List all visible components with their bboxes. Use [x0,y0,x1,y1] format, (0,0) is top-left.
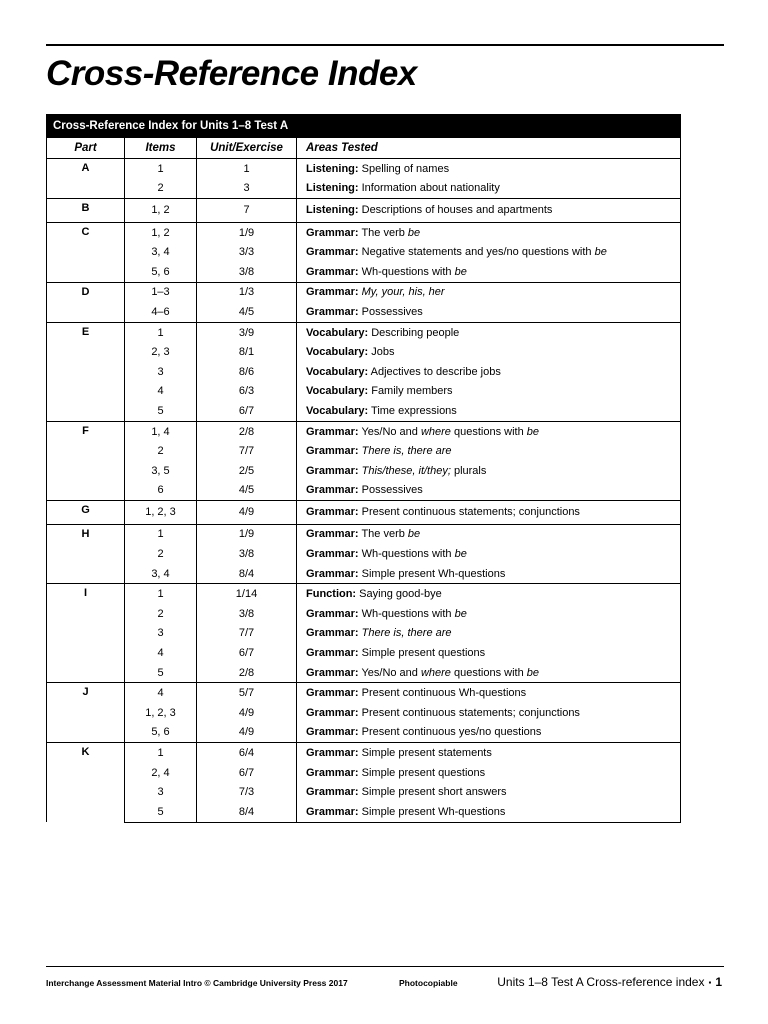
unit-exercise-cell: 1/14 [197,584,297,604]
area-description: There is, there are [361,627,452,640]
areas-tested-cell [297,179,681,199]
table-row [47,584,681,604]
area-description: be [526,425,540,438]
area-label: Grammar: [306,726,359,739]
unit-exercise-cell: 4/5 [197,481,297,501]
table-row [47,242,681,262]
area-description: There is, there are [361,445,452,458]
area-label: Grammar: [306,484,359,497]
area-description: be [594,246,607,259]
footer-rule [46,966,724,967]
header-areas-tested: Areas Tested [297,138,681,159]
part-cell: B [47,199,125,223]
items-cell: 2, 4 [125,763,197,783]
items-cell: 3, 4 [125,564,197,584]
footer-photocopiable: Photocopiable [399,978,458,988]
area-description: Adjectives to describe jobs [370,365,501,378]
table-row [47,441,681,461]
table-row [47,663,681,683]
table-row [47,302,681,322]
area-label: Grammar: [306,464,359,477]
unit-exercise-cell: 1/3 [197,282,297,302]
table-row [47,501,681,525]
unit-exercise-cell: 7/7 [197,624,297,644]
area-label: Grammar: [306,246,359,259]
unit-exercise-cell: 8/6 [197,362,297,382]
items-cell: 1 [125,584,197,604]
area-description: Descriptions of houses and apartments [361,204,553,217]
unit-exercise-cell: 2/8 [197,663,297,683]
items-cell: 1 [125,159,197,179]
areas-tested-cell [297,524,681,544]
area-description: Time expressions [371,404,457,417]
areas-tested-cell [297,461,681,481]
areas-tested-cell [297,544,681,564]
area-description: Possessives [361,305,423,318]
area-description: Present continuous Wh-questions [361,687,527,700]
area-description: Simple present questions [361,766,486,779]
items-cell: 1, 2, 3 [125,501,197,525]
unit-exercise-cell: 3/8 [197,262,297,282]
table-row [47,159,681,179]
items-cell: 1 [125,524,197,544]
table-row [47,564,681,584]
table-row [47,461,681,481]
items-cell: 1 [125,743,197,763]
areas-tested-cell [297,663,681,683]
areas-tested-cell [297,501,681,525]
unit-exercise-cell: 1/9 [197,222,297,242]
table-row [47,222,681,242]
area-label: Grammar: [306,305,359,318]
part-cell: G [47,501,125,525]
table-row [47,342,681,362]
area-description: Simple present Wh-questions [361,805,506,818]
areas-tested-cell [297,382,681,402]
area-label: Grammar: [306,567,359,580]
items-cell: 4 [125,683,197,703]
area-label: Vocabulary: [306,385,369,398]
items-cell: 1, 2 [125,199,197,223]
area-description: The verb [361,528,408,541]
table-row [47,282,681,302]
areas-tested-cell [297,199,681,223]
items-cell: 3, 4 [125,242,197,262]
footer-section-title: Units 1–8 Test A Cross-reference index [497,975,705,989]
area-label: Vocabulary: [306,404,369,417]
part-cell: I [47,584,125,683]
areas-tested-cell [297,242,681,262]
items-cell: 4 [125,643,197,663]
table-row [47,683,681,703]
header-unit-exercise: Unit/Exercise [197,138,297,159]
area-description: Saying good-bye [359,588,442,601]
area-label: Grammar: [306,627,359,640]
areas-tested-cell [297,421,681,441]
area-description: This/these, it/they; [361,464,451,477]
part-cell: E [47,322,125,421]
unit-exercise-cell: 4/9 [197,703,297,723]
area-description: The verb [361,226,408,239]
area-label: Vocabulary: [306,326,369,339]
table-row [47,544,681,564]
areas-tested-cell [297,564,681,584]
unit-exercise-cell: 6/7 [197,763,297,783]
table-caption-row [47,115,681,138]
area-description: plurals [450,464,487,477]
areas-tested-cell [297,342,681,362]
area-label: Grammar: [306,687,359,700]
unit-exercise-cell: 5/7 [197,683,297,703]
area-description: be [454,548,467,561]
items-cell: 1, 2 [125,222,197,242]
items-cell: 2 [125,604,197,624]
cross-reference-table [46,114,681,823]
items-cell: 5 [125,401,197,421]
area-description: Yes/No and [361,666,421,679]
table-row [47,401,681,421]
area-label: Grammar: [306,425,359,438]
table-row [47,703,681,723]
table-row [47,743,681,763]
items-cell: 5, 6 [125,262,197,282]
items-cell: 5, 6 [125,723,197,743]
header-items: Items [125,138,197,159]
areas-tested-cell [297,441,681,461]
items-cell: 1–3 [125,282,197,302]
unit-exercise-cell: 8/4 [197,564,297,584]
areas-tested-cell [297,723,681,743]
table-row [47,322,681,342]
items-cell: 4 [125,382,197,402]
area-description: Present continuous yes/no questions [361,726,542,739]
areas-tested-cell [297,624,681,644]
areas-tested-cell [297,222,681,242]
items-cell: 2 [125,441,197,461]
areas-tested-cell [297,401,681,421]
area-label: Grammar: [306,528,359,541]
area-description: Family members [371,385,453,398]
table-row [47,481,681,501]
area-description: be [454,265,467,278]
area-description: be [454,607,467,620]
unit-exercise-cell: 7/7 [197,441,297,461]
area-label: Grammar: [306,445,359,458]
areas-tested-cell [297,262,681,282]
table-row [47,421,681,441]
items-cell: 3 [125,362,197,382]
areas-tested-cell [297,703,681,723]
table-row [47,179,681,199]
area-description: Describing people [371,326,460,339]
page-title: Cross-Reference Index [46,54,417,93]
items-cell: 6 [125,481,197,501]
area-label: Listening: [306,204,359,217]
table-row [47,782,681,802]
areas-tested-cell [297,322,681,342]
unit-exercise-cell: 1/9 [197,524,297,544]
table-body [47,159,681,823]
area-description: Simple present Wh-questions [361,567,506,580]
table-row [47,763,681,783]
part-cell: J [47,683,125,743]
unit-exercise-cell: 8/4 [197,802,297,822]
areas-tested-cell [297,481,681,501]
unit-exercise-cell: 6/7 [197,643,297,663]
footer-bullet: ▪ [708,978,712,988]
area-label: Listening: [306,162,359,175]
items-cell: 3 [125,624,197,644]
area-description: questions with [450,666,527,679]
area-label: Grammar: [306,805,359,818]
table-row [47,624,681,644]
areas-tested-cell [297,643,681,663]
footer-section [497,975,722,989]
areas-tested-cell [297,302,681,322]
items-cell: 1, 4 [125,421,197,441]
area-description: where [420,425,451,438]
area-label: Vocabulary: [306,346,369,359]
area-description: Wh-questions with [361,265,455,278]
table-row [47,199,681,223]
unit-exercise-cell: 3/9 [197,322,297,342]
unit-exercise-cell: 4/5 [197,302,297,322]
area-label: Grammar: [306,666,359,679]
area-description: Information about nationality [361,182,500,195]
part-cell: A [47,159,125,199]
items-cell: 3 [125,782,197,802]
items-cell: 4–6 [125,302,197,322]
header-part: Part [47,138,125,159]
items-cell: 1, 2, 3 [125,703,197,723]
area-label: Function: [306,588,357,601]
area-description: Present continuous statements; conjunctions [361,506,580,519]
area-description: Jobs [371,346,395,359]
unit-exercise-cell: 3/3 [197,242,297,262]
table-row [47,643,681,663]
area-label: Listening: [306,182,359,195]
table-row [47,723,681,743]
area-label: Grammar: [306,607,359,620]
area-label: Grammar: [306,766,359,779]
area-description: My, your, his, her [361,286,445,299]
items-cell: 2, 3 [125,342,197,362]
unit-exercise-cell: 2/5 [197,461,297,481]
area-label: Grammar: [306,226,359,239]
areas-tested-cell [297,584,681,604]
area-description: be [407,226,421,239]
items-cell: 1 [125,322,197,342]
area-label: Vocabulary: [306,365,369,378]
part-cell: D [47,282,125,322]
area-description: Simple present statements [361,747,492,760]
area-label: Grammar: [306,265,359,278]
footer-copyright: Interchange Assessment Material Intro © Cambridge University Press 2017 [46,978,348,988]
area-description: Yes/No and [361,425,421,438]
table-row [47,802,681,822]
part-cell: F [47,421,125,500]
unit-exercise-cell: 7/3 [197,782,297,802]
items-cell: 3, 5 [125,461,197,481]
part-cell: H [47,524,125,584]
area-description: Possessives [361,484,423,497]
area-description: Present continuous statements; conjunctions [361,706,580,719]
unit-exercise-cell: 3/8 [197,604,297,624]
table-row [47,262,681,282]
unit-exercise-cell: 1 [197,159,297,179]
unit-exercise-cell: 7 [197,199,297,223]
area-label: Grammar: [306,286,359,299]
unit-exercise-cell: 3 [197,179,297,199]
page-number: 1 [715,975,722,989]
area-label: Grammar: [306,747,359,760]
unit-exercise-cell: 2/8 [197,421,297,441]
items-cell: 2 [125,179,197,199]
area-description: questions with [450,425,527,438]
areas-tested-cell [297,604,681,624]
table-row [47,382,681,402]
area-description: Wh-questions with [361,548,455,561]
area-description: Wh-questions with [361,607,455,620]
unit-exercise-cell: 8/1 [197,342,297,362]
area-description: be [526,666,540,679]
part-cell: K [47,743,125,822]
area-description: Negative statements and yes/no questions with [361,246,595,259]
unit-exercise-cell: 6/3 [197,382,297,402]
table-row [47,604,681,624]
area-description: Spelling of names [361,162,450,175]
areas-tested-cell [297,683,681,703]
areas-tested-cell [297,763,681,783]
areas-tested-cell [297,782,681,802]
top-rule [46,44,724,46]
area-description: Simple present questions [361,647,486,660]
unit-exercise-cell: 6/4 [197,743,297,763]
area-label: Grammar: [306,706,359,719]
area-description: be [407,528,421,541]
unit-exercise-cell: 4/9 [197,501,297,525]
unit-exercise-cell: 4/9 [197,723,297,743]
table-row [47,362,681,382]
areas-tested-cell [297,743,681,763]
table-header-row [47,138,681,159]
table-caption: Cross-Reference Index for Units 1–8 Test A [47,115,681,138]
part-cell: C [47,222,125,282]
unit-exercise-cell: 6/7 [197,401,297,421]
areas-tested-cell [297,802,681,822]
area-label: Grammar: [306,647,359,660]
area-label: Grammar: [306,548,359,561]
unit-exercise-cell: 3/8 [197,544,297,564]
items-cell: 5 [125,663,197,683]
area-description: Simple present short answers [361,786,507,799]
table-row [47,524,681,544]
areas-tested-cell [297,159,681,179]
items-cell: 5 [125,802,197,822]
areas-tested-cell [297,282,681,302]
items-cell: 2 [125,544,197,564]
area-label: Grammar: [306,786,359,799]
area-label: Grammar: [306,506,359,519]
area-description: where [420,666,451,679]
areas-tested-cell [297,362,681,382]
